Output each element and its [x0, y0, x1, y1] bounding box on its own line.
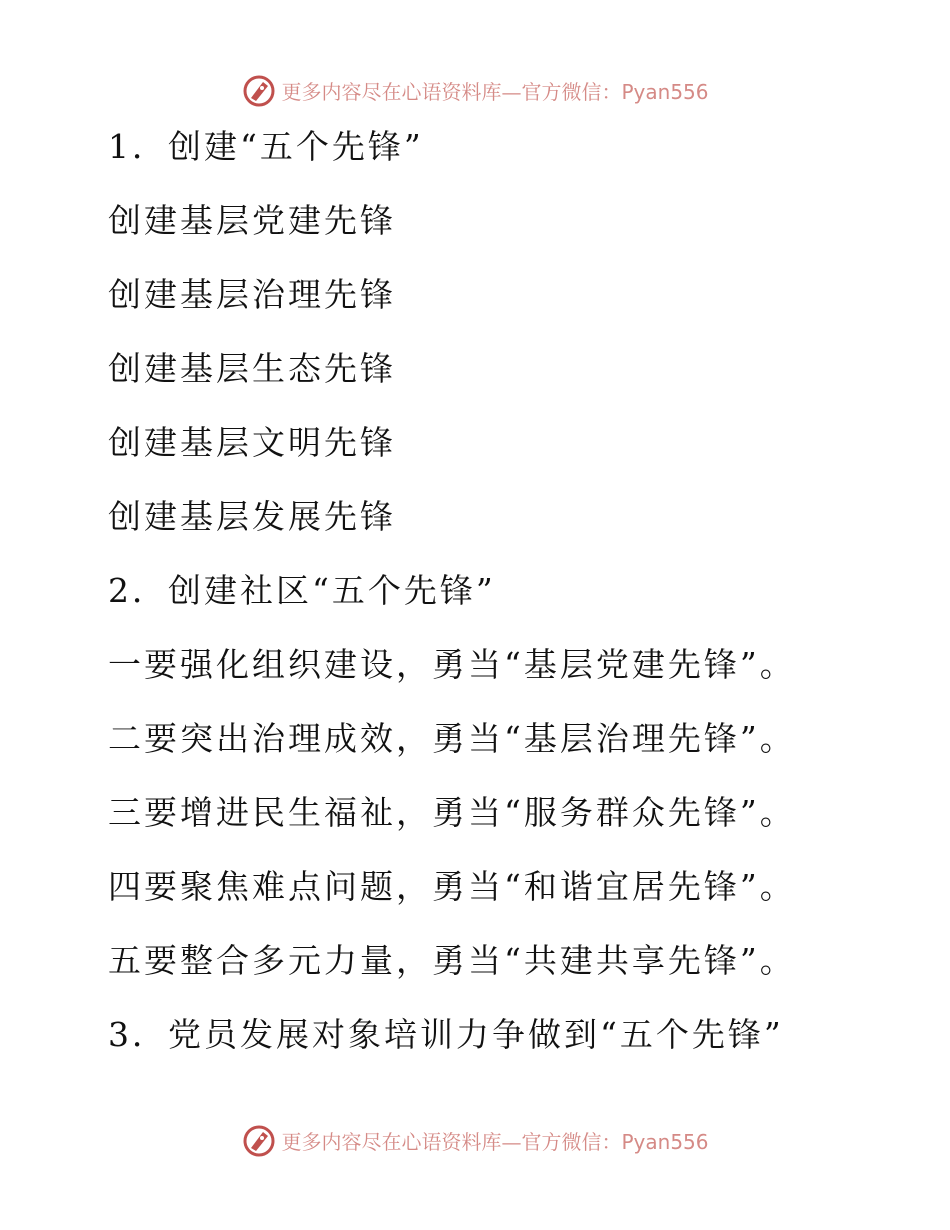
watermark-text: 更多内容尽在心语资料库—官方微信：Pyan556 [281, 1129, 709, 1154]
list-item: 创建基层生态先锋 [108, 349, 396, 388]
footer-watermark [0, 1120, 950, 1160]
document-body [108, 120, 928, 1082]
list-item: 创建基层文明先锋 [108, 423, 396, 462]
pen-nib-logo-icon [241, 72, 277, 108]
list-item: 四要聚焦难点问题，勇当“和谐宜居先锋”。 [108, 867, 796, 906]
list-item: 一要强化组织建设，勇当“基层党建先锋”。 [108, 645, 796, 684]
pen-nib-logo-icon [241, 1122, 277, 1158]
section-heading-3: 3．党员发展对象培训力争做到“五个先锋” [108, 1015, 784, 1054]
section-heading-1: 1．创建“五个先锋” [108, 127, 424, 166]
list-item: 创建基层党建先锋 [108, 201, 396, 240]
header-watermark [0, 70, 950, 110]
list-item: 创建基层发展先锋 [108, 497, 396, 536]
section-heading-2: 2．创建社区“五个先锋” [108, 571, 496, 610]
list-item: 三要增进民生福祉，勇当“服务群众先锋”。 [108, 793, 796, 832]
watermark-text: 更多内容尽在心语资料库—官方微信：Pyan556 [281, 79, 709, 104]
list-item: 创建基层治理先锋 [108, 275, 396, 314]
list-item: 五要整合多元力量，勇当“共建共享先锋”。 [108, 941, 796, 980]
list-item: 二要突出治理成效，勇当“基层治理先锋”。 [108, 719, 796, 758]
